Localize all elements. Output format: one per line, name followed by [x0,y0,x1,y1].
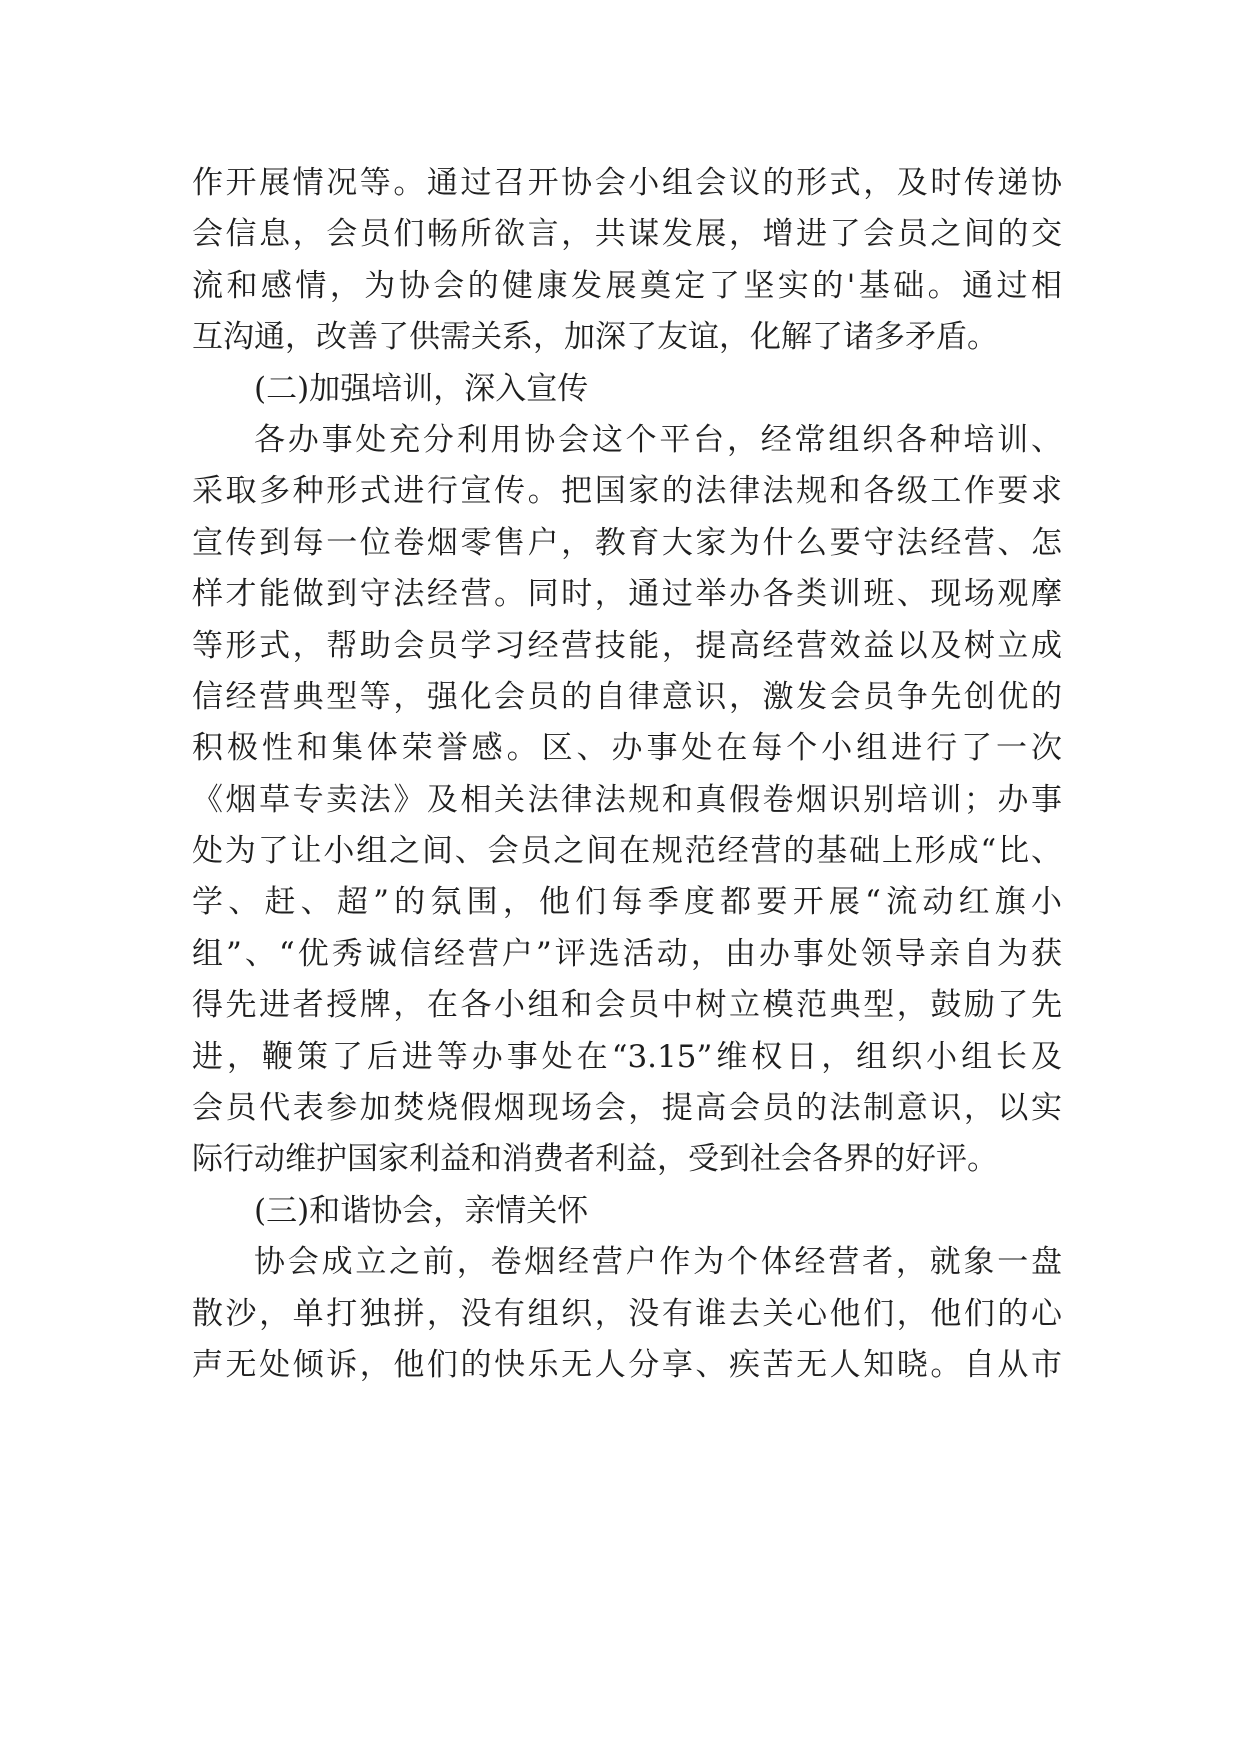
text-line: 等形式，帮助会员学习经营技能，提高经营效益以及树立成 [192,627,1062,664]
text-line: 作开展情况等。通过召开协会小组会议的形式，及时传递协 [192,165,1062,201]
section-heading-3: (三)和谐协会，亲情关怀 [254,1192,589,1229]
text-line: 宣传到每一位卷烟零售户，教育大家为什么要守法经营、怎 [192,524,1062,561]
text-line: 互沟通，改善了供需关系，加深了友谊，化解了诸多矛盾。 [192,319,998,356]
text-line: 会员代表参加焚烧假烟现场会，提高会员的法制意识，以实 [192,1090,1062,1127]
body-text [192,158,1062,1391]
text-line: 《烟草专卖法》及相关法律法规和真假卷烟识别培训；办事 [192,781,1062,818]
text-line: 声无处倾诉，他们的快乐无人分享、疾苦无人知晓。自从市 [192,1346,1062,1383]
text-line: 处为了让小组之间、会员之间在规范经营的基础上形成“比、 [192,833,1062,870]
text-line: 进，鞭策了后进等办事处在“3.15”维权日，组织小组长及 [192,1038,1062,1075]
text-line: 散沙，单打独拼，没有组织，没有谁去关心他们，他们的心 [192,1295,1062,1332]
text-line: 流和感情，为协会的健康发展奠定了坚实的'基础。通过相 [192,267,1062,304]
text-line: 学、赶、超”的氛围，他们每季度都要开展“流动红旗小 [192,884,1062,921]
text-line: 信经营典型等，强化会员的自律意识，激发会员争先创优的 [192,678,1062,715]
text-line: 采取多种形式进行宣传。把国家的法律法规和各级工作要求 [192,473,1062,510]
text-line: 各办事处充分利用协会这个平台，经常组织各种培训、 [254,421,1062,458]
text-line: 会信息，会员们畅所欲言，共谋发展，增进了会员之间的交 [192,216,1062,253]
text-line: 组”、“优秀诚信经营户”评选活动，由办事处领导亲自为获 [192,935,1062,972]
text-line: 积极性和集体荣誉感。区、办事处在每个小组进行了一次 [192,730,1062,767]
text-line: 样才能做到守法经营。同时，通过举办各类训班、现场观摩 [192,576,1062,613]
text-line: 协会成立之前，卷烟经营户作为个体经营者，就象一盘 [254,1244,1062,1281]
text-line: 得先进者授牌，在各小组和会员中树立模范典型，鼓励了先 [192,987,1062,1024]
text-line: 际行动维护国家利益和消费者利益，受到社会各界的好评。 [192,1141,998,1178]
section-heading-2: (二)加强培训，深入宣传 [254,370,589,407]
